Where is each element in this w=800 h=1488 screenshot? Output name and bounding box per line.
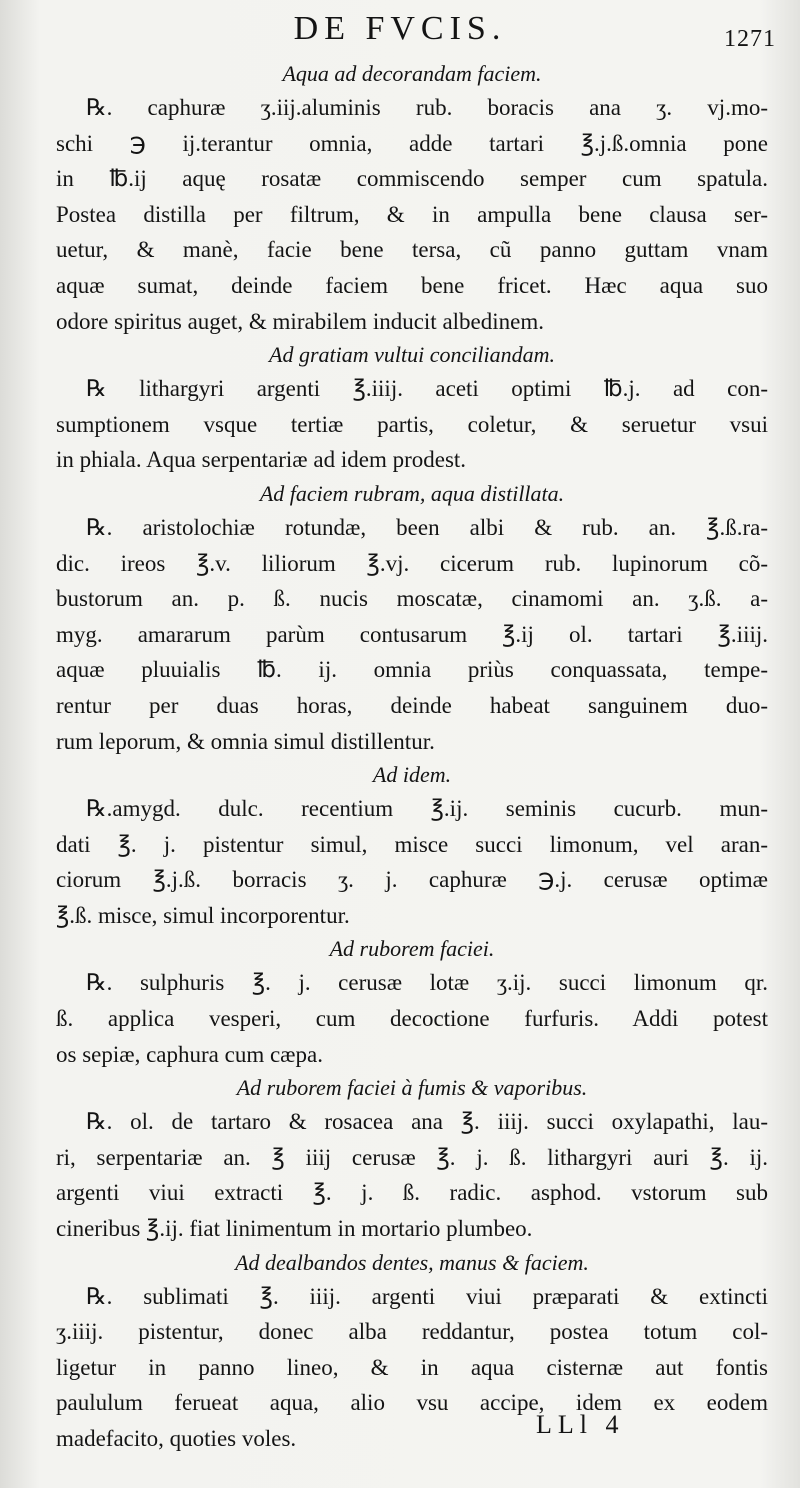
recipe-text-line: uetur, & manè, facie bene tersa, cũ panno guttam vnam	[56, 237, 768, 263]
recipe-text-line: bustorum an. p. ß. nucis moscatæ, cinamomi an. ʒ.ß. a-	[56, 586, 768, 612]
recipe-text-line: ligetur in panno lineo, & in aqua cisternæ aut fontis	[56, 1354, 768, 1380]
recipe-text-line: ciorum ℥.j.ß. borracis ʒ. j. caphuræ ℈.j. cerusæ optimæ	[56, 867, 768, 893]
recipe-heading: Ad dealbandos dentes, manus & faciem.	[235, 1249, 589, 1275]
recipe-text-line: myg. amararum parùm contusarum ℥.ij ol. tartari ℥.iiij.	[56, 621, 768, 647]
recipe-text-line: cineribus ℥.ij. fiat linimentum in mortario plumbeo.	[56, 1216, 533, 1242]
page-number: 1271	[724, 26, 776, 52]
recipe-heading: Ad ruborem faciei.	[329, 936, 495, 962]
signature-mark: LLl 4	[536, 1410, 625, 1439]
recipe-text-line: schi ℈ ij.terantur omnia, adde tartari ℥.j.ß.omnia pone	[56, 130, 768, 156]
recipe-heading: Ad idem.	[372, 762, 452, 788]
recipe-heading: Aqua ad decorandam faciem.	[282, 61, 542, 86]
recipe-heading: Ad ruborem faciei à fumis & vaporibus.	[236, 1075, 588, 1101]
recipe-text-line: ℞.amygd. dulc. recentium ℥.ij. seminis cucurb. mun-	[86, 796, 768, 822]
recipe-text-line: odore spiritus auget, & mirabilem inducit albedinem.	[56, 308, 544, 334]
recipe-text-line: ℥.ß. misce, simul incorporentur.	[56, 902, 350, 928]
recipe-text-line: rum leporum, & omnia simul distillentur.	[56, 728, 435, 754]
recipe-text-line: os sepiæ, caphura cum cæpa.	[56, 1041, 323, 1067]
recipe-text-line: in phiala. Aqua serpentariæ ad idem prodest.	[56, 447, 467, 473]
recipe-heading: Ad gratiam vultui conciliandam.	[269, 342, 555, 368]
recipe-text-line: aquæ sumat, deinde faciem bene fricet. Hæc aqua suo	[56, 272, 768, 298]
recipe-text-line: paululum ferueat aqua, alio vsu accipe, idem ex eodem	[56, 1390, 768, 1416]
recipe-text-line: ℞. sulphuris ℥. j. cerusæ lotæ ʒ.ij. succi limonum qr.	[86, 970, 768, 996]
running-title: DE FVCIS.	[293, 10, 507, 47]
recipe-text-line: argenti viui extracti ℥. j. ß. radic. asphod. vstorum sub	[56, 1180, 768, 1206]
recipe-text-line: ℞. caphuræ ʒ.iij.aluminis rub. boracis ana ʒ. vj.mo-	[86, 95, 768, 120]
recipe-text-line: ℞ lithargyri argenti ℥.iiij. aceti optimi ℔.j. ad con-	[86, 376, 768, 402]
recipe-text-line: ℞. ol. de tartaro & rosacea ana ℥. iiij. succi oxylapathi, lau-	[86, 1109, 768, 1135]
recipe-text-line: ri, serpentariæ an. ℥ iiij cerusæ ℥. j. ß. lithargyri auri ℥. ij.	[56, 1144, 768, 1170]
recipe-text-line: ℞. sublimati ℥. iiij. argenti viui præparati & extincti	[86, 1283, 768, 1309]
recipe-text-line: ß. applica vesperi, cum decoctione furfuris. Addi potest	[56, 1006, 768, 1032]
recipe-text-line: dic. ireos ℥.v. liliorum ℥.vj. cicerum rub. lupinorum cõ-	[56, 550, 768, 576]
page-body	[56, 58, 768, 1457]
recipe-text-line: sumptionem vsque tertiæ partis, coletur, & seruetur vsui	[56, 411, 768, 437]
recipe-text-line: Postea distilla per filtrum, & in ampulla bene clausa ser-	[56, 201, 768, 227]
recipe-heading: Ad faciem rubram, aqua distillata.	[259, 480, 565, 506]
recipe-text-line: in ℔.ij aquę rosatæ commiscendo semper cum spatula.	[56, 166, 768, 192]
recipe-text-line: rentur per duas horas, deinde habeat sanguinem duo-	[56, 692, 768, 718]
recipe-text-line: dati ℥. j. pistentur simul, misce succi limonum, vel aran-	[56, 831, 768, 857]
recipe-text-line: aquæ pluuialis ℔. ij. omnia priùs conquassata, tempe-	[56, 657, 768, 683]
recipe-text-line: ʒ.iiij. pistentur, donec alba reddantur, postea totum col-	[56, 1319, 768, 1345]
recipe-text-line: ℞. aristolochiæ rotundæ, been albi & rub. an. ℥.ß.ra-	[86, 514, 768, 540]
recipe-text-line: madefacito, quoties voles.	[56, 1426, 297, 1451]
